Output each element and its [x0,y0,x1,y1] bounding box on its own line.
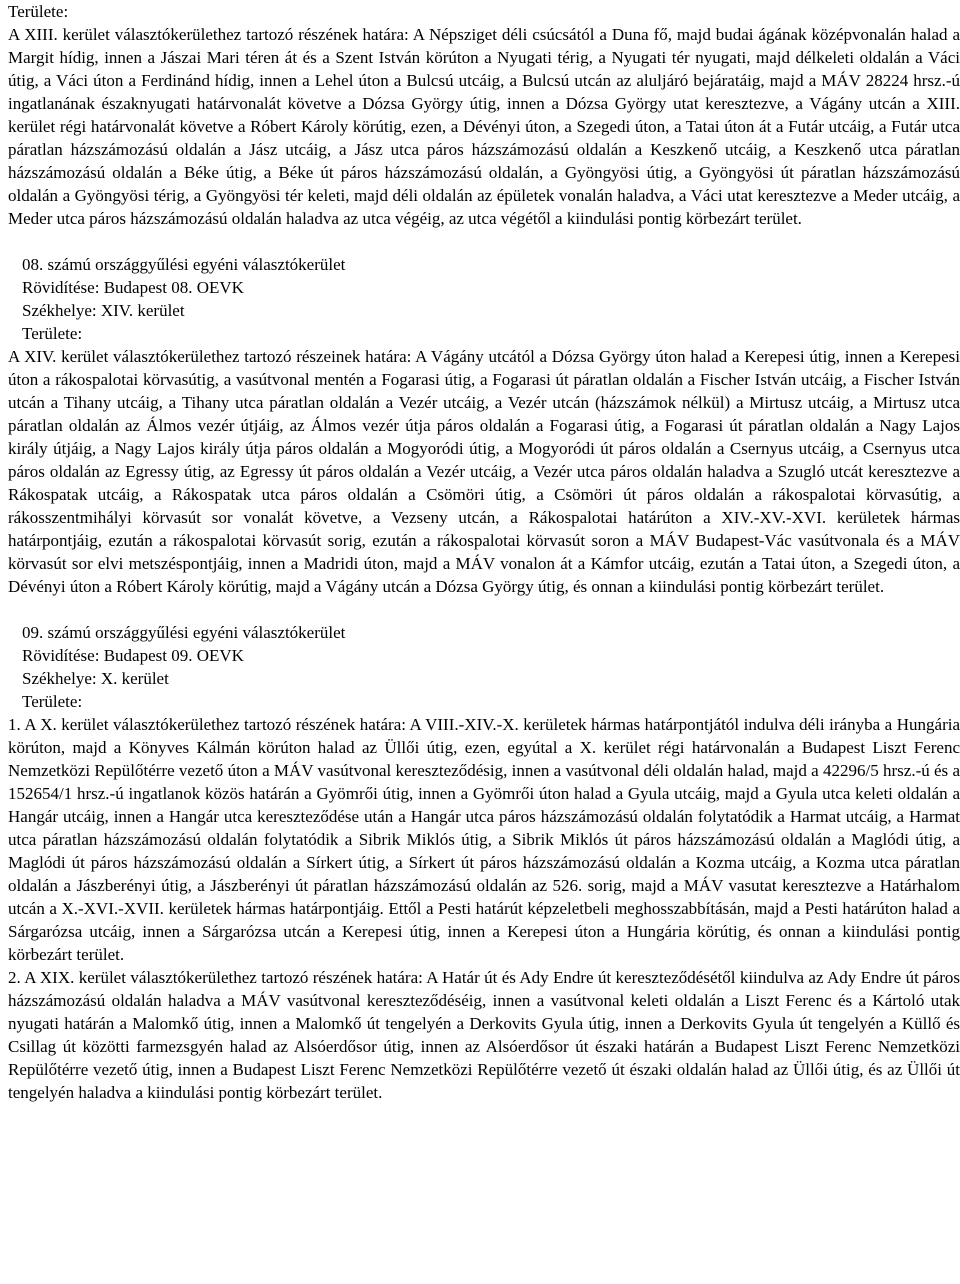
territory-label: Területe: [8,2,69,21]
district-13-boundary-text: A XIII. kerület választókerülethez tartozó részének határa: A Népsziget déli csúcsától a Duna fő, majd budai ágának középvonalán halad a Margit hídig, innen a Jászai Mari téren át és a Szent István körúton a Nyugati térig, a Nyugati tér nyugati, majd délkeleti oldalán a Váci útig, a Váci úton a Ferdinánd hídig, innen a Lehel úton a Bulcsú utcáig, a Bulcsú utcán az aluljáró bejáratáig, majd a MÁV 28224 hrsz.-ú ingatlanának északnyugati határvonalát követve a Dózsa György útig, innen a Dózsa György utat keresztezve, a Vágány utcán a XIII. kerület régi határvonalát követve a Róbert Károly körútig, ezen, a Dévényi úton, a Szegedi úton, a Tatai úton át a Futár utcáig, a Futár utca páratlan házszámozású oldalán a Jász utcáig, a Jász utca páros házszámozású oldalán a Keszkenő utcáig, a Keszkenő utca páratlan házszámozású oldalán a Béke útig, a Béke út páros házszámozású oldalán, a Gyöngyösi útig, a Gyöngyösi út páratlan házszámozású oldalán a Gyöngyösi térig, a Gyöngyösi tér keleti, majd déli oldalán az épületek vonalán haladva, a Váci utat keresztezve a Meder utcáig, a Meder utca páros házszámozású oldalán haladva az utca végéig, az utca végétől a kiindulási pontig körbezárt terület. [8,25,960,228]
district-09-seat: Székhelye: X. kerület [22,669,169,688]
district-09-territory-label: Területe: [22,692,83,711]
district-08-seat: Székhelye: XIV. kerület [22,301,185,320]
district-09-heading: 09. számú országgyűlési egyéni választókerület [22,623,346,642]
district-09-part1-boundary-text: 1. A X. kerület választókerülethez tartozó részének határa: A VIII.-XIV.-X. kerületek hármas határpontjától indulva déli irányba a Hungária körúton, majd a Könyves Kálmán körúton halad az Üllői útig, ezen, egyútal a X. kerület régi határvonalán a Budapest Liszt Ferenc Nemzetközi Repülőtérre vezető úton a MÁV vasútvonal kereszteződésig, innen a vasútvonal déli oldalán halad, majd a 42296/5 hrsz.-ú és a 152654/1 hrsz.-ú ingatlanok közös határán a Gyömrői útig, innen a Gyömrői úton halad a Gyula utcáig, majd a Gyula utca keleti oldalán a Hangár utcáig, innen a Hangár utca kereszteződése után a Hangár utca páros házszámozású oldalán folytatódik a Harmat utcáig, a Harmat utca páratlan házszámozású oldalán folytatódik a Sibrik Miklós útig, a Sibrik Miklós út páros házszámozású oldalán a Maglódi útig, a Maglódi út páros házszámozású oldalán a Sírkert útig, a Sírkert út páros házszámozású oldalán a Kozma utcáig, a Kozma utca páratlan oldalán a Jászberényi útig, a Jászberényi út páratlan házszámozású oldalán az 526. sorig, majd a MÁV vasutat keresztezve a Határhalom utcán a X.-XVI.-XVII. kerületek hármas határpontjáig. Ettől a Pesti határút képzeletbeli meghosszabbításán, majd a Pesti határúton halad a Sárgarózsa utcáig, innen a Sárgarózsa utcán a Kerepesi útig, innen a Kerepesi úton a Hungária körútig, és onnan a kiindulási pontig körbezárt terület. [8,715,960,964]
spacer [8,598,960,621]
spacer [8,230,960,253]
district-09-part2-boundary-text: 2. A XIX. kerület választókerülethez tartozó részének határa: A Határ út és Ady Endre út kereszteződésétől kiindulva az Ady Endre út páros házszámozású oldalán haladva a MÁV vasútvonal kereszteződéséig, innen a vasútvonal keleti oldalán a Liszt Ferenc és a Kártoló utak nyugati határán a Malomkő útig, innen a Malomkő út tengelyén a Derkovits Gyula útig, innen a Derkovits Gyula út tengelyén a Küllő és Csillag út közötti farmezsgyén halad az Alsóerdősor útig, innen az Alsóerdősor út északi határán a Budapest Liszt Ferenc Nemzetközi Repülőtérre vezető útig, innen a Budapest Liszt Ferenc Nemzetközi Repülőtérre vezető út északi oldalán halad az Üllői útig, és az Üllői út tengelyén haladva a kiindulási pontig körbezárt terület. [8,968,960,1102]
district-08-territory-label: Területe: [22,324,83,343]
district-08-abbreviation: Rövidítése: Budapest 08. OEVK [22,278,244,297]
document-page [8,0,960,1104]
district-08-boundary-text: A XIV. kerület választókerülethez tartozó részeinek határa: A Vágány utcától a Dózsa György úton halad a Kerepesi útig, innen a Kerepesi úton a rákospalotai körvasútig, a vasútvonal mentén a Fogarasi útig, a Fogarasi út páratlan oldalán a Fischer István utcáig, a Fischer István utcán a Tihany utcáig, a Tihany utca páratlan oldalán a Vezér utcáig, a Vezér utcán (házszámok nélkül) a Mirtusz utcáig, a Mirtusz utca páratlan oldalán az Álmos vezér útjáig, az Álmos vezér útja páros oldalán a Fogarasi útig, a Fogarasi út páratlan oldalán a Nagy Lajos király útjáig, a Nagy Lajos király útja páros oldalán a Mogyoródi útig, a Mogyoródi út páros oldalán a Csernyus utcáig, a Csernyus utca páros oldalán az Egressy útig, az Egressy út páros oldalán a Vezér utcáig, a Vezér utca páros oldalán haladva a Szugló utcát keresztezve a Rákospatak utcáig, a Rákospatak utca páros oldalán a Csömöri útig, a Csömöri út páros oldalán a rákospalotai körvasútig, a rákosszentmihályi körvasút sor vonalát követve, a Vezseny utcán, a Rákospalotai határúton a XIV.-XV.-XVI. kerületek hármas határpontjáig, ezután a rákospalotai körvasút sorig, ezután a rákospalotai körvasút soron a MÁV Budapest-Vác vasútvonala és a MÁV körvasút sor elvi metszéspontjáig, innen a Madridi úton, majd a MÁV vonalon át a Kámfor utcáig, ezután a Tatai úton, a Szegedi úton, a Dévényi úton a Róbert Károly körútig, majd a Vágány utcán a Dózsa György útig, és onnan a kiindulási pontig körbezárt terület. [8,347,960,596]
district-08-heading: 08. számú országgyűlési egyéni választókerület [22,255,346,274]
district-09-abbreviation: Rövidítése: Budapest 09. OEVK [22,646,244,665]
